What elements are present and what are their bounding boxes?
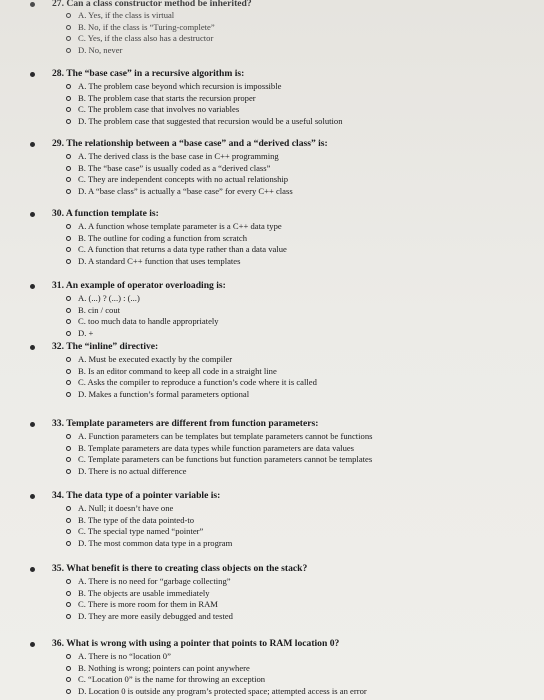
option-text: C. Template parameters can be functions but function parameters cannot be templates [78, 454, 373, 464]
question-35 [30, 563, 538, 625]
question-29 [30, 138, 538, 200]
radio-icon [66, 591, 71, 596]
bullet-icon [30, 284, 35, 289]
radio-icon [66, 247, 71, 252]
radio-icon [66, 434, 71, 439]
question-text: 27. Can a class constructor method be inherited? [52, 0, 252, 9]
radio-icon [66, 518, 71, 523]
option-text: C. The problem case that involves no variables [78, 104, 240, 114]
question-text: 30. A function template is: [52, 208, 159, 219]
bullet-icon [30, 212, 35, 217]
question-text: 32. The “inline” directive: [52, 341, 159, 352]
option-text: A. Function parameters can be templates but template parameters cannot be functions [78, 431, 373, 441]
option-text: A. There is no need for “garbage collecting” [78, 576, 231, 586]
question-text: 33. Template parameters are different from function parameters: [52, 418, 319, 429]
option-text: C. There is more room for them in RAM [78, 599, 218, 609]
radio-icon [66, 13, 71, 18]
radio-icon [66, 166, 71, 171]
option-text: D. Makes a function’s formal parameters optional [78, 388, 250, 399]
bullet-icon [30, 494, 35, 499]
question-text: 36. What is wrong with using a pointer that points to RAM location 0? [52, 638, 340, 649]
radio-icon [66, 446, 71, 451]
bullet-icon [30, 142, 35, 147]
radio-icon [66, 369, 71, 374]
option-text: D. They are more easily debugged and tested [78, 610, 233, 621]
question-30 [30, 208, 538, 270]
option-text: C. The special type named “pointer” [78, 526, 204, 536]
option-text: A. Yes, if the class is virtual [78, 10, 175, 20]
radio-icon [66, 392, 71, 397]
option-text: B. No, if the class is “Turing-complete” [78, 21, 215, 32]
radio-icon [66, 457, 71, 462]
question-27 [30, 0, 538, 62]
option-text: C. Yes, if the class also has a destructor [78, 33, 214, 43]
question-text: 34. The data type of a pointer variable is: [52, 490, 221, 501]
option-text: B. Nothing is wrong; pointers can point anywhere [78, 662, 250, 673]
option-text: B. The objects are usable immediately [78, 587, 210, 598]
question-text: 29. The relationship between a “base case” and a “derived class” is: [52, 138, 328, 149]
option-text: D. A “base class” is actually a “base case” for every C++ class [78, 185, 293, 196]
question-33 [30, 418, 538, 480]
option-text: D. A standard C++ function that uses templates [78, 255, 241, 266]
option-text: A. There is no “location 0” [78, 651, 171, 661]
bullet-icon [30, 72, 35, 77]
radio-icon [66, 677, 71, 682]
radio-icon [66, 189, 71, 194]
option-text: B. Template parameters are data types while function parameters are data values [78, 442, 355, 453]
radio-icon [66, 84, 71, 89]
option-text: B. cin / cout [78, 304, 121, 315]
option-text: C. Asks the compiler to reproduce a function’s code where it is called [78, 377, 317, 387]
option-text: D. The problem case that suggested that recursion would be a useful solution [78, 115, 343, 126]
radio-icon [66, 614, 71, 619]
radio-icon [66, 602, 71, 607]
radio-icon [66, 296, 71, 301]
option-text: C. too much data to handle appropriately [78, 316, 219, 326]
option-text: B. The outline for coding a function from scratch [78, 232, 248, 243]
option-text: B. The problem case that starts the recursion proper [78, 92, 256, 103]
option-text: D. + [78, 327, 94, 338]
radio-icon [66, 541, 71, 546]
radio-icon [66, 96, 71, 101]
option-text: B. The “base case” is usually coded as a “derived class” [78, 162, 271, 173]
option-text: A. A function whose template parameter is a C++ data type [78, 221, 282, 231]
option-text: C. They are independent concepts with no actual relationship [78, 174, 289, 184]
option-text: A. The derived class is the base case in C++ programming [78, 151, 279, 161]
radio-icon [66, 308, 71, 313]
radio-icon [66, 224, 71, 229]
question-28 [30, 68, 538, 130]
radio-icon [66, 154, 71, 159]
radio-icon [66, 654, 71, 659]
question-31 [30, 280, 538, 342]
option-text: A. Must be executed exactly by the compiler [78, 354, 233, 364]
option-text: D. The most common data type in a program [78, 537, 233, 548]
option-text: D. There is no actual difference [78, 465, 187, 476]
question-text: 28. The “base case” in a recursive algorithm is: [52, 68, 245, 79]
option-text: D. No, never [78, 44, 123, 55]
bullet-icon [30, 345, 35, 350]
bullet-icon [30, 2, 35, 7]
radio-icon [66, 357, 71, 362]
radio-icon [66, 331, 71, 336]
question-text: 31. An example of operator overloading is: [52, 280, 226, 291]
radio-icon [66, 506, 71, 511]
question-34 [30, 490, 538, 552]
bullet-icon [30, 567, 35, 572]
question-text: 35. What benefit is there to creating class objects on the stack? [52, 563, 308, 574]
option-text: A. (...) ? (...) : (...) [78, 293, 140, 303]
radio-icon [66, 236, 71, 241]
question-36 [30, 638, 538, 700]
option-text: A. The problem case beyond which recursion is impossible [78, 81, 282, 91]
option-text: B. Is an editor command to keep all code in a straight line [78, 365, 277, 376]
radio-icon [66, 107, 71, 112]
radio-icon [66, 25, 71, 30]
radio-icon [66, 469, 71, 474]
bullet-icon [30, 422, 35, 427]
radio-icon [66, 579, 71, 584]
radio-icon [66, 177, 71, 182]
radio-icon [66, 529, 71, 534]
question-32 [30, 341, 538, 403]
option-text: A. Null; it doesn’t have one [78, 503, 174, 513]
radio-icon [66, 380, 71, 385]
option-text: D. Location 0 is outside any program’s protected space; attempted access is an error [78, 685, 367, 696]
radio-icon [66, 689, 71, 694]
radio-icon [66, 119, 71, 124]
option-text: C. “Location 0” is the name for throwing an exception [78, 674, 266, 684]
bullet-icon [30, 642, 35, 647]
radio-icon [66, 48, 71, 53]
radio-icon [66, 319, 71, 324]
radio-icon [66, 666, 71, 671]
option-text: B. The type of the data pointed-to [78, 514, 195, 525]
option-text: C. A function that returns a data type rather than a data value [78, 244, 287, 254]
radio-icon [66, 36, 71, 41]
radio-icon [66, 259, 71, 264]
